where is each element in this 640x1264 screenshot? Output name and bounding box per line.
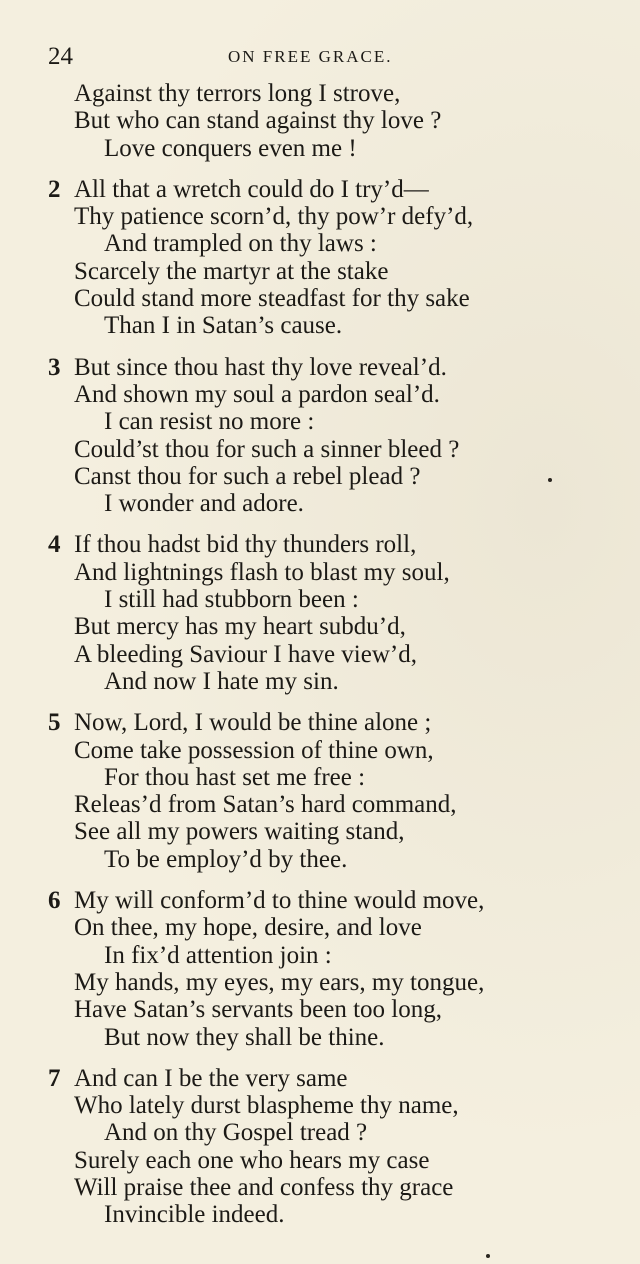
verse-line: And on thy Gospel tread ? [104, 1119, 368, 1147]
verse-line: And now I hate my sin. [104, 667, 339, 695]
ink-speck [548, 478, 552, 482]
page-number: 24 [48, 43, 73, 70]
running-head: ON FREE GRACE. [228, 47, 393, 66]
verse-line: Come take possession of thine own, [74, 736, 434, 764]
stanza-number: 7 [48, 1064, 61, 1092]
verse-line: Will praise thee and confess thy grace [74, 1173, 454, 1201]
stanza [48, 1065, 608, 1229]
stanza [48, 354, 608, 518]
verse-line: On thee, my hope, desire, and love [74, 914, 422, 942]
verse-line: Against thy terrors long I strove, [74, 80, 401, 107]
verse-line: And shown my soul a pardon seal’d. [74, 380, 440, 408]
verse-line: But now they shall be thine. [104, 1023, 385, 1051]
verse-line: Could stand more steadfast for thy sake [74, 285, 470, 313]
verse-line: See all my powers waiting stand, [74, 818, 405, 846]
verse-line: My hands, my eyes, my ears, my tongue, [74, 968, 485, 996]
stanza [48, 80, 608, 162]
hymn-text [48, 80, 608, 1243]
verse-line: For thou hast set me free : [104, 763, 366, 791]
verse-line: But since thou hast thy love reveal’d. [74, 353, 447, 381]
verse-line: Could’st thou for such a sinner bleed ? [74, 435, 460, 463]
stanza-number: 6 [48, 887, 61, 915]
ink-speck [486, 1254, 490, 1258]
verse-line: Canst thou for such a rebel plead ? [74, 462, 421, 490]
verse-line: To be employ’d by thee. [104, 845, 348, 873]
verse-line: In fix’d attention join : [104, 941, 332, 969]
verse-line: And trampled on thy laws : [104, 230, 377, 258]
verse-line: Have Satan’s servants been too long, [74, 996, 442, 1024]
stanza-number: 3 [48, 353, 61, 381]
verse-line: Scarcely the martyr at the stake [74, 257, 389, 285]
stanza-number: 2 [48, 175, 61, 203]
stanza [48, 709, 608, 873]
stanza-number: 5 [48, 709, 61, 737]
verse-line: I still had stubborn been : [104, 586, 359, 614]
verse-line: But who can stand against thy love ? [74, 107, 442, 135]
verse-line: Releas’d from Satan’s hard command, [74, 791, 457, 819]
verse-line: All that a wretch could do I try’d— [74, 175, 429, 203]
verse-line: But mercy has my heart subdu’d, [74, 613, 406, 641]
verse-line: And can I be the very same [74, 1064, 348, 1092]
verse-line: Than I in Satan’s cause. [104, 312, 343, 340]
verse-line: Love conquers even me ! [104, 134, 357, 162]
stanza [48, 531, 608, 695]
stanza [48, 887, 608, 1051]
verse-line: I wonder and adore. [104, 490, 304, 518]
verse-line: Who lately durst blaspheme thy name, [74, 1092, 459, 1120]
verse-line: Thy patience scorn’d, thy pow’r defy’d, [74, 203, 474, 231]
verse-line: Invincible indeed. [104, 1201, 285, 1229]
page-header [48, 40, 608, 74]
verse-line: And lightnings flash to blast my soul, [74, 558, 450, 586]
verse-line: My will conform’d to thine would move, [74, 887, 485, 915]
verse-line: A bleeding Saviour I have view’d, [74, 640, 417, 668]
verse-line: Surely each one who hears my case [74, 1146, 430, 1174]
stanza [48, 176, 608, 340]
verse-line: Now, Lord, I would be thine alone ; [74, 709, 432, 737]
stanza-number: 4 [48, 531, 61, 559]
verse-line: I can resist no more : [104, 408, 315, 436]
verse-line: If thou hadst bid thy thunders roll, [74, 531, 417, 559]
